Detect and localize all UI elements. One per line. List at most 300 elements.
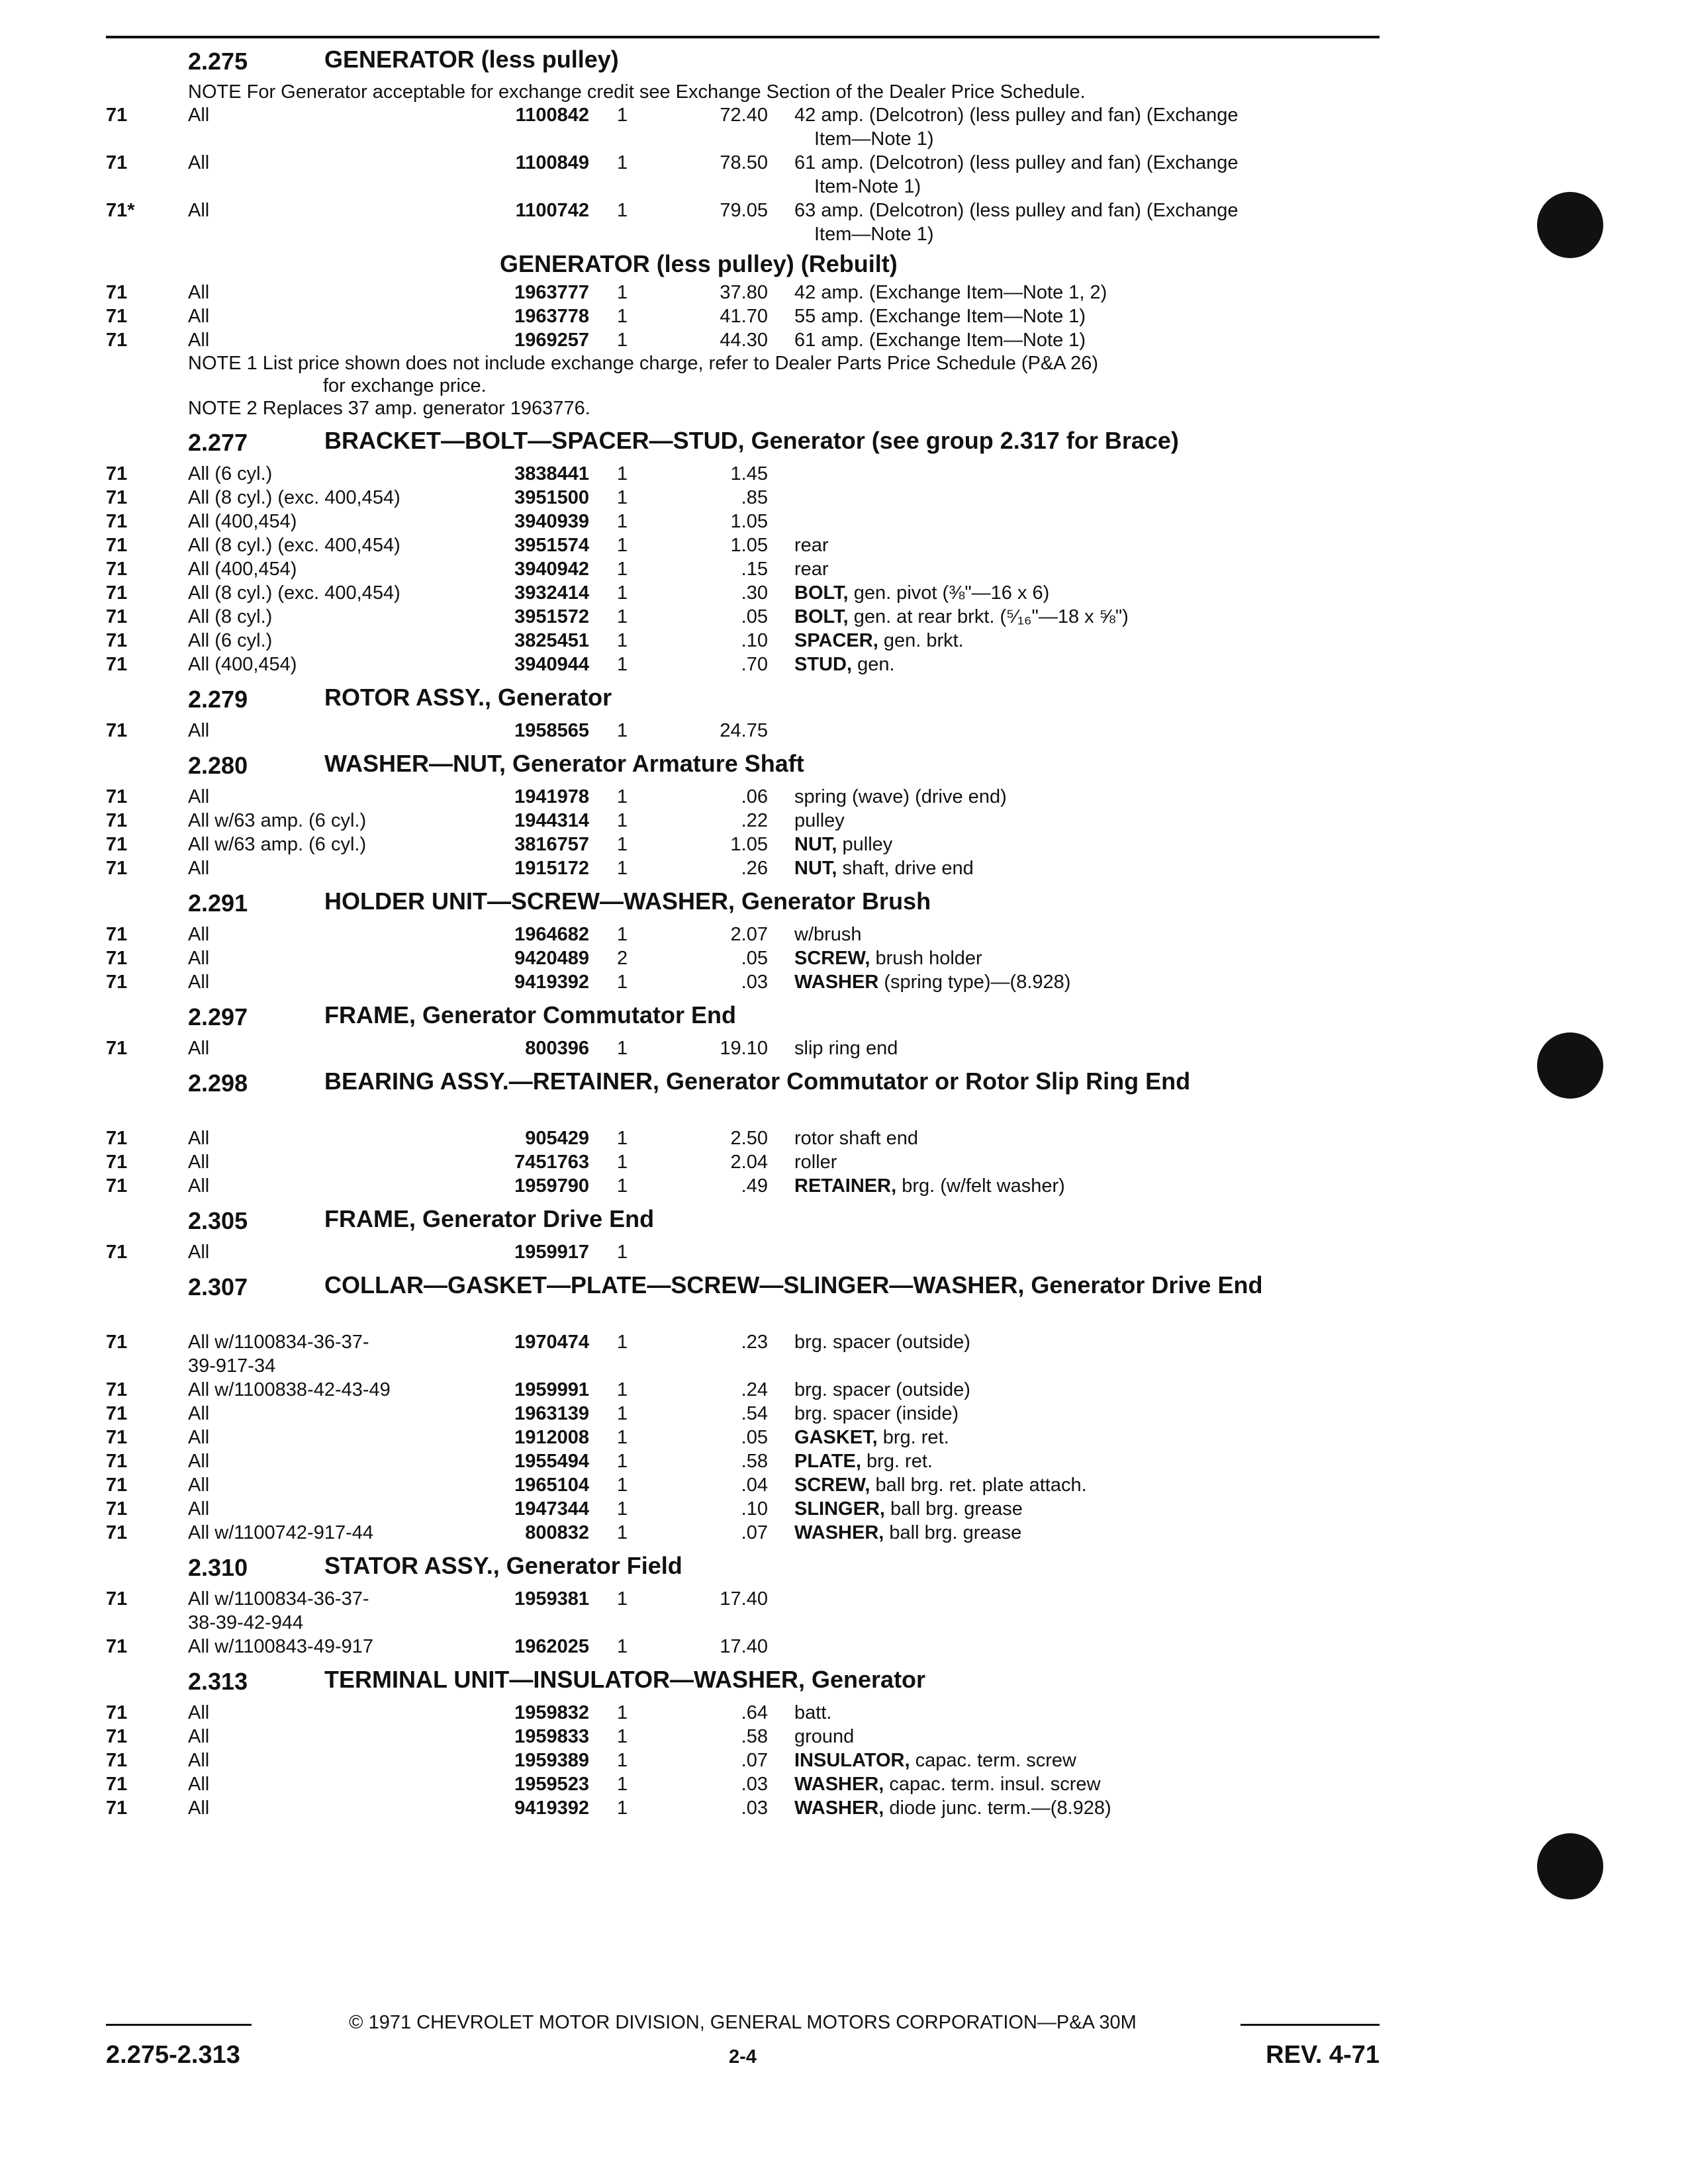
- description: [794, 785, 1370, 809]
- application: All (8 cyl.): [188, 606, 273, 627]
- quantity: 1: [617, 306, 628, 327]
- list-price: .03: [741, 972, 768, 993]
- description-keyword: RETAINER,: [794, 1175, 897, 1197]
- quantity: 1: [617, 834, 628, 855]
- list-price: .10: [741, 630, 768, 651]
- part-row: [0, 328, 1688, 352]
- part-number: 1969257: [514, 330, 589, 351]
- list-price: .22: [741, 810, 768, 831]
- description: [794, 328, 1370, 352]
- application: All: [188, 1750, 210, 1771]
- part-number: 1963778: [514, 306, 589, 327]
- quantity: 1: [617, 511, 628, 532]
- quantity: 1: [617, 1750, 628, 1771]
- section-heading: [0, 44, 1688, 81]
- description: [794, 1701, 1370, 1725]
- description-text: brg. spacer (outside): [794, 1332, 970, 1353]
- application: All: [188, 282, 210, 303]
- part-number: 3951500: [514, 487, 589, 508]
- description-text: slip ring end: [794, 1038, 898, 1059]
- group-number: 2.313: [188, 1668, 248, 1695]
- quantity: 1: [617, 282, 628, 303]
- model-year: 71: [106, 559, 128, 580]
- model-year: 71: [106, 1588, 128, 1610]
- description-text: w/brush: [794, 924, 862, 945]
- list-price: 19.10: [720, 1038, 768, 1059]
- application: All (6 cyl.): [188, 463, 273, 484]
- application: All w/63 amp. (6 cyl.): [188, 834, 367, 855]
- part-row: [0, 486, 1688, 510]
- group-number: 2.291: [188, 889, 248, 917]
- quantity: 1: [617, 1175, 628, 1197]
- group-number: 2.277: [188, 429, 248, 456]
- description: [794, 1036, 1370, 1060]
- application: All: [188, 105, 210, 126]
- model-year: 71: [106, 1038, 128, 1059]
- part-row: [0, 1725, 1688, 1749]
- part-number: 3951572: [514, 606, 589, 627]
- quantity: 1: [617, 1427, 628, 1448]
- section-heading: [0, 1664, 1688, 1701]
- section-heading: [0, 682, 1688, 719]
- section-note: [188, 352, 1366, 397]
- group-title: STATOR ASSY., Generator Field: [324, 1552, 682, 1579]
- part-number: 1944314: [514, 810, 589, 831]
- part-number: 1965104: [514, 1475, 589, 1496]
- quantity: 1: [617, 1379, 628, 1400]
- application: All: [188, 1451, 210, 1472]
- application: All (8 cyl.) (exc. 400,454): [188, 535, 400, 556]
- application: All: [188, 1152, 210, 1173]
- list-price: 79.05: [720, 200, 768, 221]
- part-row: [0, 1521, 1688, 1545]
- description-text: brg. spacer (outside): [794, 1379, 970, 1400]
- model-year: 71*: [106, 200, 135, 221]
- part-number: 1959523: [514, 1774, 589, 1795]
- description-text: rear: [794, 535, 829, 556]
- part-number: 1959991: [514, 1379, 589, 1400]
- application: All: [188, 200, 210, 221]
- list-price: 1.05: [730, 511, 768, 532]
- page-footer: [106, 2012, 1380, 2091]
- part-row: [0, 970, 1688, 994]
- quantity: 1: [617, 1702, 628, 1723]
- list-price: 41.70: [720, 306, 768, 327]
- parts-section: [0, 682, 1688, 743]
- list-price: 2.04: [730, 1152, 768, 1173]
- model-year: 71: [106, 1726, 128, 1747]
- part-row: [0, 199, 1688, 246]
- model-year: 71: [106, 654, 128, 675]
- list-price: 44.30: [720, 330, 768, 351]
- quantity: 1: [617, 559, 628, 580]
- group-number: 2.279: [188, 686, 248, 713]
- description: [794, 946, 1370, 970]
- quantity: 1: [617, 606, 628, 627]
- parts-section: [0, 44, 1688, 420]
- part-number: 3838441: [514, 463, 589, 484]
- part-number: 9419392: [514, 972, 589, 993]
- description-keyword: WASHER,: [794, 1522, 884, 1543]
- part-number: 1947344: [514, 1498, 589, 1520]
- description: [794, 970, 1370, 994]
- application: All: [188, 972, 210, 993]
- part-number: 1959832: [514, 1702, 589, 1723]
- application: All (400,454): [188, 654, 297, 675]
- group-title: TERMINAL UNIT—INSULATOR—WASHER, Generator: [324, 1666, 926, 1693]
- description: [794, 1497, 1370, 1521]
- section-heading: [0, 425, 1688, 462]
- part-number: 3940944: [514, 654, 589, 675]
- description-cont: Item—Note 1): [814, 128, 934, 150]
- model-year: 71: [106, 1774, 128, 1795]
- model-year: 71: [106, 1379, 128, 1400]
- description-keyword: BOLT,: [794, 606, 849, 627]
- list-price: .03: [741, 1797, 768, 1819]
- list-price: .04: [741, 1475, 768, 1496]
- list-price: .07: [741, 1522, 768, 1543]
- description-text: batt.: [794, 1702, 832, 1723]
- application: All: [188, 1797, 210, 1819]
- model-year: 71: [106, 582, 128, 604]
- description: [794, 1150, 1370, 1174]
- application: All: [188, 720, 210, 741]
- list-price: .58: [741, 1726, 768, 1747]
- parts-section: [0, 1664, 1688, 1820]
- list-price: .23: [741, 1332, 768, 1353]
- quantity: 1: [617, 654, 628, 675]
- part-number: 1963139: [514, 1403, 589, 1424]
- note-text-cont: for exchange price.: [323, 375, 487, 396]
- model-year: 71: [106, 834, 128, 855]
- description-text: 42 amp. (Delcotron) (less pulley and fan) (Exchange: [794, 105, 1239, 126]
- quantity: 1: [617, 972, 628, 993]
- part-number: 1915172: [514, 858, 589, 879]
- quantity: 1: [617, 152, 628, 173]
- part-number: 3816757: [514, 834, 589, 855]
- group-number: 2.280: [188, 752, 248, 779]
- parts-section: [0, 1203, 1688, 1264]
- quantity: 1: [617, 1498, 628, 1520]
- part-number: 1100842: [515, 105, 589, 126]
- part-row: [0, 462, 1688, 486]
- section-heading: [0, 748, 1688, 785]
- quantity: 1: [617, 1242, 628, 1263]
- group-title: ROTOR ASSY., Generator: [324, 684, 612, 711]
- description-text: capac. term. insul. screw: [889, 1774, 1101, 1795]
- model-year: 71: [106, 463, 128, 484]
- list-price: .49: [741, 1175, 768, 1197]
- quantity: 1: [617, 582, 628, 604]
- part-row: [0, 629, 1688, 653]
- model-year: 71: [106, 1175, 128, 1197]
- description-keyword: GASKET,: [794, 1427, 878, 1448]
- list-price: 1.05: [730, 535, 768, 556]
- quantity: 1: [617, 630, 628, 651]
- description: [794, 533, 1370, 557]
- description-text: 61 amp. (Exchange Item—Note 1): [794, 330, 1086, 351]
- description-text: brg. spacer (inside): [794, 1403, 959, 1424]
- description-text: brg. ret.: [882, 1427, 949, 1448]
- part-number: 1100742: [515, 200, 589, 221]
- section-heading: [0, 886, 1688, 923]
- application: All (8 cyl.) (exc. 400,454): [188, 487, 400, 508]
- description: [794, 629, 1370, 653]
- application: All: [188, 1498, 210, 1520]
- application: All w/1100834-36-37-: [188, 1588, 369, 1610]
- quantity: 1: [617, 1797, 628, 1819]
- quantity: 1: [617, 1128, 628, 1149]
- quantity: 1: [617, 786, 628, 807]
- parts-catalog-content: [0, 44, 1688, 1825]
- model-year: 71: [106, 924, 128, 945]
- quantity: 1: [617, 463, 628, 484]
- part-number: 1959389: [514, 1750, 589, 1771]
- part-number: 3940939: [514, 511, 589, 532]
- page-number: 2-4: [729, 2046, 757, 2068]
- application: All: [188, 858, 210, 879]
- group-title: HOLDER UNIT—SCREW—WASHER, Generator Brush: [324, 887, 931, 915]
- model-year: 71: [106, 330, 128, 351]
- application: All: [188, 1128, 210, 1149]
- description: [794, 1521, 1370, 1545]
- description: [794, 923, 1370, 946]
- list-price: .05: [741, 606, 768, 627]
- description: [794, 605, 1370, 629]
- description-text: (spring type)—(8.928): [884, 972, 1071, 993]
- description-keyword: PLATE,: [794, 1451, 861, 1472]
- model-year: 71: [106, 487, 128, 508]
- section-heading: [0, 999, 1688, 1036]
- part-number: 9420489: [514, 948, 589, 969]
- section-heading: [0, 1550, 1688, 1587]
- list-price: 37.80: [720, 282, 768, 303]
- application: All: [188, 924, 210, 945]
- description-keyword: WASHER,: [794, 1797, 884, 1819]
- description: [794, 833, 1370, 856]
- description: [794, 1378, 1370, 1402]
- list-price: 1.45: [730, 463, 768, 484]
- quantity: 1: [617, 1475, 628, 1496]
- model-year: 71: [106, 1750, 128, 1771]
- part-row: [0, 1796, 1688, 1820]
- part-row: [0, 1126, 1688, 1150]
- application: All: [188, 1475, 210, 1496]
- part-row: [0, 946, 1688, 970]
- section-heading: [0, 1269, 1688, 1330]
- part-number: 800396: [525, 1038, 589, 1059]
- part-row: [0, 533, 1688, 557]
- model-year: 71: [106, 1702, 128, 1723]
- part-row: [0, 1449, 1688, 1473]
- application: All w/1100834-36-37-: [188, 1332, 369, 1353]
- section-heading: [0, 1203, 1688, 1240]
- description-keyword: SPACER,: [794, 630, 878, 651]
- group-title: WASHER—NUT, Generator Armature Shaft: [324, 750, 804, 777]
- part-row: [0, 1150, 1688, 1174]
- group-number: 2.297: [188, 1003, 248, 1030]
- description-text: spring (wave) (drive end): [794, 786, 1007, 807]
- part-number: 1959917: [514, 1242, 589, 1263]
- description-text: 42 amp. (Exchange Item—Note 1, 2): [794, 282, 1107, 303]
- application: All: [188, 786, 210, 807]
- model-year: 71: [106, 511, 128, 532]
- description: [794, 557, 1370, 581]
- description-text: gen. pivot (⅜"—16 x 6): [853, 582, 1050, 604]
- list-price: .64: [741, 1702, 768, 1723]
- model-year: 71: [106, 948, 128, 969]
- model-year: 71: [106, 152, 128, 173]
- model-year: 71: [106, 1451, 128, 1472]
- part-number: 1959833: [514, 1726, 589, 1747]
- list-price: 17.40: [720, 1588, 768, 1610]
- description: [794, 304, 1370, 328]
- list-price: 78.50: [720, 152, 768, 173]
- description: [794, 653, 1370, 676]
- model-year: 71: [106, 1797, 128, 1819]
- part-row: [0, 1426, 1688, 1449]
- description-keyword: WASHER: [794, 972, 879, 993]
- part-row: [0, 809, 1688, 833]
- description-keyword: SCREW,: [794, 1475, 870, 1496]
- description: [794, 1796, 1370, 1820]
- list-price: .07: [741, 1750, 768, 1771]
- quantity: 1: [617, 1522, 628, 1543]
- copyright-text: © 1971 CHEVROLET MOTOR DIVISION, GENERAL MOTORS CORPORATION—P&A 30M: [349, 2012, 1137, 2033]
- part-number: 1912008: [514, 1427, 589, 1448]
- part-row: [0, 653, 1688, 676]
- model-year: 71: [106, 282, 128, 303]
- description-text: gen.: [857, 654, 895, 675]
- part-row: [0, 1174, 1688, 1198]
- description: [794, 581, 1370, 605]
- part-row: [0, 304, 1688, 328]
- quantity: 1: [617, 330, 628, 351]
- part-number: 1959381: [514, 1588, 589, 1610]
- part-row: [0, 1330, 1688, 1378]
- application: All: [188, 330, 210, 351]
- part-row: [0, 1772, 1688, 1796]
- part-row: [0, 281, 1688, 304]
- part-row: [0, 1402, 1688, 1426]
- application: All: [188, 1726, 210, 1747]
- list-price: .03: [741, 1774, 768, 1795]
- description: [794, 199, 1370, 222]
- model-year: 71: [106, 1332, 128, 1353]
- description: [794, 1402, 1370, 1426]
- section-heading: [0, 1066, 1688, 1126]
- group-title: COLLAR—GASKET—PLATE—SCREW—SLINGER—WASHER, Generator Drive End: [324, 1271, 1263, 1298]
- list-price: .30: [741, 582, 768, 604]
- list-price: .70: [741, 654, 768, 675]
- part-row: [0, 581, 1688, 605]
- description-text: ball brg. grease: [889, 1522, 1022, 1543]
- description-text: pulley: [794, 810, 845, 831]
- model-year: 71: [106, 1152, 128, 1173]
- description: [794, 809, 1370, 833]
- list-price: 1.05: [730, 834, 768, 855]
- quantity: 1: [617, 858, 628, 879]
- description: [794, 281, 1370, 304]
- quantity: 1: [617, 720, 628, 741]
- model-year: 71: [106, 810, 128, 831]
- description-text: gen. at rear brkt. (⁵⁄₁₆"—18 x ⅝"): [853, 606, 1129, 627]
- part-number: 3825451: [514, 630, 589, 651]
- part-number: 1964682: [514, 924, 589, 945]
- description-keyword: WASHER,: [794, 1774, 884, 1795]
- part-row: [0, 1036, 1688, 1060]
- description-text: ball brg. grease: [890, 1498, 1023, 1520]
- sub-heading-text: GENERATOR (less pulley) (Rebuilt): [500, 250, 898, 277]
- description: [794, 1330, 1370, 1354]
- description-text: brush holder: [875, 948, 982, 969]
- description-text: gen. brkt.: [883, 630, 964, 651]
- model-year: 71: [106, 1475, 128, 1496]
- section-note: NOTE For Generator acceptable for exchange credit see Exchange Section of the Dealer Price Schedule.: [188, 81, 1086, 103]
- description-text: 61 amp. (Delcotron) (less pulley and fan) (Exchange: [794, 152, 1239, 173]
- parts-section: [0, 1550, 1688, 1659]
- part-row: [0, 1378, 1688, 1402]
- application: All (400,454): [188, 511, 297, 532]
- group-number: 2.307: [188, 1273, 248, 1300]
- description-text: roller: [794, 1152, 837, 1173]
- part-row: [0, 1587, 1688, 1635]
- part-row: [0, 1240, 1688, 1264]
- quantity: 1: [617, 487, 628, 508]
- part-number: 1970474: [514, 1332, 589, 1353]
- model-year: 71: [106, 858, 128, 879]
- application: All w/63 amp. (6 cyl.): [188, 810, 367, 831]
- quantity: 1: [617, 810, 628, 831]
- list-price: .10: [741, 1498, 768, 1520]
- application: All: [188, 1774, 210, 1795]
- part-number: 1955494: [514, 1451, 589, 1472]
- description: [794, 1426, 1370, 1449]
- description-keyword: SLINGER,: [794, 1498, 885, 1520]
- application: All: [188, 1242, 210, 1263]
- description-text: diode junc. term.—(8.928): [889, 1797, 1111, 1819]
- description-text: capac. term. screw: [915, 1750, 1076, 1771]
- description-keyword: STUD,: [794, 654, 852, 675]
- part-number: 1941978: [514, 786, 589, 807]
- quantity: 1: [617, 924, 628, 945]
- part-row: [0, 785, 1688, 809]
- description-keyword: BOLT,: [794, 582, 849, 604]
- application: All w/1100843-49-917: [188, 1636, 373, 1657]
- quantity: 1: [617, 1726, 628, 1747]
- part-number: 1100849: [515, 152, 589, 173]
- application: All (8 cyl.) (exc. 400,454): [188, 582, 400, 604]
- part-row: [0, 1701, 1688, 1725]
- part-number: 1958565: [514, 720, 589, 741]
- list-price: .24: [741, 1379, 768, 1400]
- model-year: 71: [106, 972, 128, 993]
- model-year: 71: [106, 1128, 128, 1149]
- model-year: 71: [106, 606, 128, 627]
- application: All: [188, 152, 210, 173]
- part-number: 1959790: [514, 1175, 589, 1197]
- quantity: 1: [617, 1152, 628, 1173]
- part-number: 1963777: [514, 282, 589, 303]
- description-text: ground: [794, 1726, 855, 1747]
- part-number: 9419392: [514, 1797, 589, 1819]
- list-price: 72.40: [720, 105, 768, 126]
- note-text: NOTE 1 List price shown does not include exchange charge, refer to Dealer Parts Price Schedule (P&A 26): [188, 353, 1098, 374]
- application: All: [188, 1175, 210, 1197]
- list-price: 24.75: [720, 720, 768, 741]
- group-range: 2.275-2.313: [106, 2041, 240, 2069]
- model-year: 71: [106, 720, 128, 741]
